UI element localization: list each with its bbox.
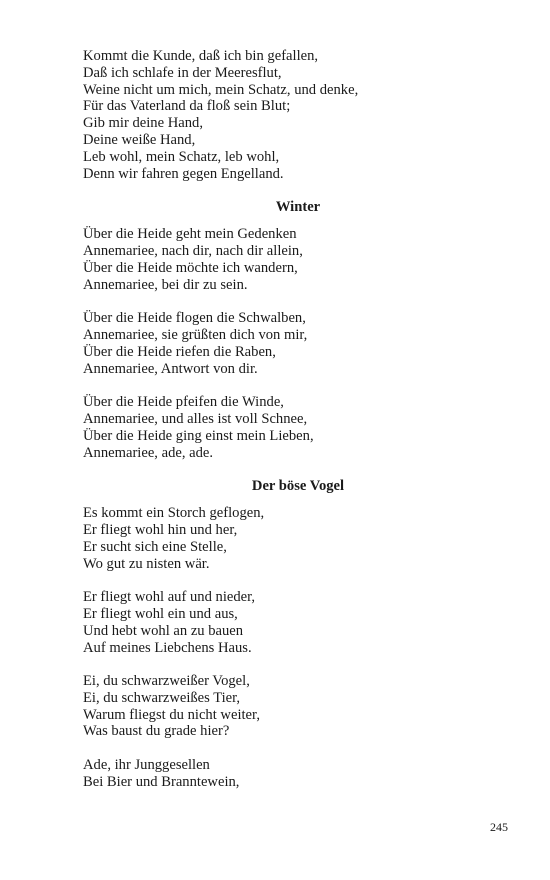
stanza — [83, 505, 513, 572]
verse-line: Er sucht sich eine Stelle, — [83, 538, 227, 555]
verse-line: Annemariee, ade, ade. — [83, 444, 214, 461]
verse-line: Leb wohl, mein Schatz, leb wohl, — [83, 148, 280, 165]
verse-line: Er fliegt wohl hin und her, — [83, 521, 238, 538]
verse-line: Ei, du schwarzweißer Vogel, — [83, 673, 250, 690]
verse-line: Wo gut zu nisten wär. — [83, 555, 210, 572]
poem-title-der-boese-vogel: Der böse Vogel — [251, 478, 345, 495]
verse-line: Daß ich schlafe in der Meeresflut, — [83, 64, 282, 81]
stanza — [83, 226, 513, 293]
verse-line: Gib mir deine Hand, — [83, 115, 203, 132]
page-number: 245 — [490, 820, 508, 834]
verse-line: Weine nicht um mich, mein Schatz, und denke, — [83, 81, 359, 98]
verse-line: Ade, ihr Junggesellen — [83, 757, 210, 774]
verse-line: Warum fliegst du nicht weiter, — [83, 706, 260, 723]
verse-line: Über die Heide ging einst mein Lieben, — [83, 427, 314, 444]
verse-line: Annemariee, bei dir zu sein. — [83, 276, 248, 293]
verse-line: Bei Bier und Branntewein, — [83, 773, 240, 790]
verse-line: Er fliegt wohl ein und aus, — [83, 605, 238, 622]
verse-line: Auf meines Liebchens Haus. — [83, 639, 252, 656]
verse-line: Kommt die Kunde, daß ich bin gefallen, — [83, 48, 319, 64]
verse-line: Annemariee, Antwort von dir. — [83, 360, 258, 377]
stanza-top — [83, 48, 513, 182]
verse-line: Annemariee, und alles ist voll Schnee, — [83, 410, 308, 427]
poem-title-winter: Winter — [275, 199, 321, 216]
verse-line: Über die Heide geht mein Gedenken — [83, 226, 297, 243]
stanza — [83, 394, 513, 461]
verse-line: Über die Heide flogen die Schwalben, — [83, 310, 306, 327]
stanza — [83, 757, 513, 791]
verse-line: Was baust du grade hier? — [83, 723, 230, 740]
verse-line: Er fliegt wohl auf und nieder, — [83, 589, 256, 606]
poem-text-block — [83, 48, 513, 807]
verse-line: Ei, du schwarzweißes Tier, — [83, 689, 241, 706]
verse-line: Über die Heide pfeifen die Winde, — [83, 394, 284, 411]
verse-line: Annemariee, sie grüßten dich von mir, — [83, 326, 308, 343]
verse-line: Und hebt wohl an zu bauen — [83, 622, 244, 639]
verse-line: Es kommt ein Storch geflogen, — [83, 505, 265, 522]
stanza — [83, 310, 513, 377]
verse-line: Denn wir fahren gegen Engelland. — [83, 165, 284, 182]
verse-line: Deine weiße Hand, — [83, 131, 196, 148]
verse-line: Über die Heide riefen die Raben, — [83, 343, 276, 360]
stanza — [83, 589, 513, 656]
verse-line: Für das Vaterland da floß sein Blut; — [83, 98, 291, 115]
stanza — [83, 673, 513, 740]
verse-line: Über die Heide möchte ich wandern, — [83, 259, 298, 276]
verse-line: Annemariee, nach dir, nach dir allein, — [83, 242, 303, 259]
